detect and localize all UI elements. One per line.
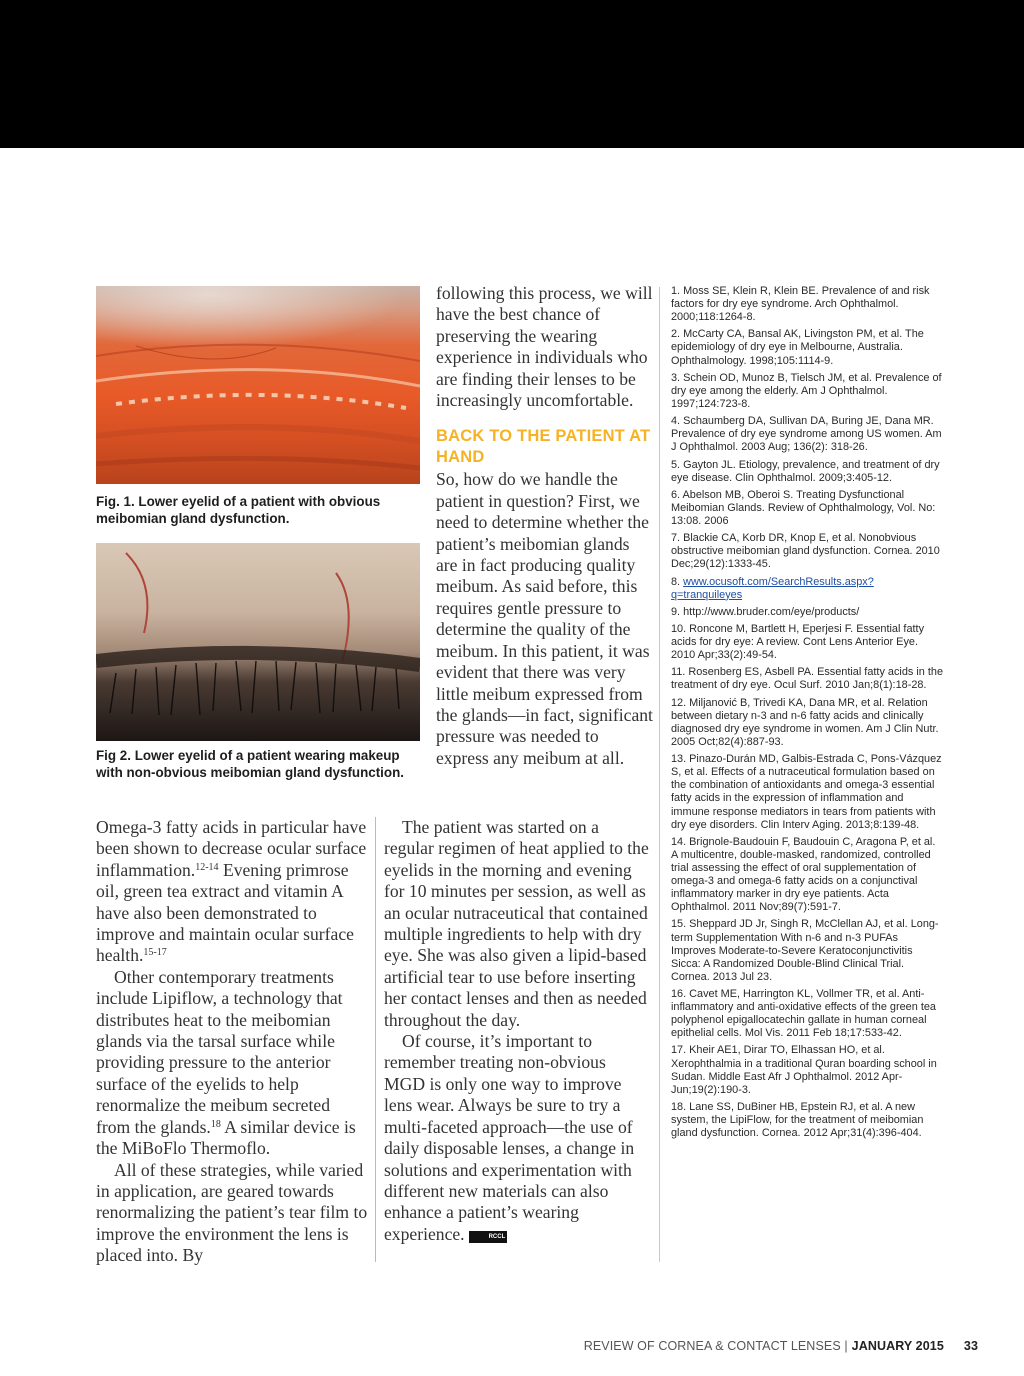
figure-1-caption: Fig. 1. Lower eyelid of a patient with obvious meibomian gland dysfunction.: [96, 494, 381, 526]
journal-name: REVIEW OF CORNEA & CONTACT LENSES |: [583, 1339, 848, 1353]
col1-paragraph-2: Other contemporary treatments include Lipiflow, a technology that distributes heat to the meibomian glands via the tarsal surface while providing pressure to the anterior surface of the eyelids to help renormalize the meibum secreted from the glands.$^{18}$ A similar device is the MiBoFlo Thermoflo.: [96, 966, 356, 1159]
col2-paragraph-3: The patient was started on a regular regimen of heat applied to the eyelids in the morning and evening for 10 minutes per session, as well as an ocular nutraceutical that contained multiple ingredients to help with dry eye. She was also given a lipid-based artificial tear to use before inserting her contact lenses and then as needed throughout the day.: [384, 817, 649, 1030]
figure-1-image: [96, 286, 420, 484]
column-divider: [375, 817, 376, 1262]
reference-item: 1. Moss SE, Klein R, Klein BE. Prevalence of and risk factors for dry eye syndrome. Arch Ophthalmol. 2000;118:1264-8.: [671, 285, 930, 324]
top-black-banner: [0, 0, 1024, 148]
col1-paragraph-1: Omega-3 fatty acids in particular have been shown to decrease ocular surface inflammation.$^{12-14}$ Evening primrose oil, green tea extract and vitamin A have also been demonstrated to improve and maintain ocular surface health.$^{15-17}$: [96, 817, 367, 966]
reference-item: 18. Lane SS, DuBiner HB, Epstein RJ, et al. A new system, the LipiFlow, for the treatment of meibomian gland dysfunction. Cornea. 2012 Apr;31(4):396-404.: [671, 1100, 924, 1140]
reference-item: 17. Kheir AE1, Dirar TO, Elhassan HO, et al. Xerophthalmia in a traditional Quran boarding school in Sudan. Middle East Afr J Ophthalmol. 2012 Apr-Jun;19(2):190-3.: [671, 1044, 937, 1096]
reference-item: 7. Blackie CA, Korb DR, Knop E, et al. Nonobvious obstructive meibomian gland dysfunction. Cornea. 2010 Dec;29(12):1333-45.: [671, 532, 940, 571]
citation-superscript: 15-17: [143, 947, 167, 959]
reference-item: 2. McCarty CA, Bansal AK, Livingston PM, et al. The epidemiology of dry eye in Melbourne, Australia. Ophthalmology. 1998;105:1114-9.: [671, 328, 924, 367]
figure-2-image: [96, 543, 420, 741]
references-list: [671, 285, 943, 1144]
page-number: 33: [963, 1339, 978, 1353]
reference-item: 6. Abelson MB, Oberoi S. Treating Dysfunctional Meibomian Glands. Review of Ophthalmology, Vol. No: 13:08. 2006: [671, 488, 936, 527]
reference-item: 14. Brignole-Baudouin F, Baudouin C, Aragona P, et al. A multicentre, double-masked, randomized, controlled trial assessing the effect of oral supplementation of omega-3 and omega-6 fatty acids on a conjunctival inflammatory marker in dry eye patients. Acta Ophthalmol. 2011 Nov;89(7):591-7.: [671, 835, 936, 914]
citation-superscript: 18: [210, 1118, 221, 1130]
figure-2-caption: Fig 2. Lower eyelid of a patient wearing makeup with non-obvious meibomian gland dysfunction.: [96, 748, 404, 780]
body-column-2-top: [436, 283, 654, 769]
col1-paragraph-3: All of these strategies, while varied in application, are geared towards renormalizing the patient’s tear film to improve the environment the lens is placed into. By: [96, 1159, 368, 1266]
reference-item: 9. http://www.bruder.com/eye/products/: [671, 605, 860, 618]
col2-paragraph-2: So, how do we handle the patient in question? First, we need to determine whether the patient’s meibomian glands are in fact producing quality meibum. As said before, this requires gentle pressure to determine the quality of the meibum. In this patient, it was evident that there was very little meibum expressed from the glands—in fact, significant pressure was needed to express any meibum at all.: [436, 469, 653, 768]
body-column-2-bottom: [384, 817, 650, 1245]
body-column-1: [96, 817, 368, 1267]
reference-item: 10. Roncone M, Bartlett H, Eperjesi F. Essential fatty acids for dry eye: A review. Cont Lens Anterior Eye. 2010 Apr;33(2):49-54.: [671, 623, 925, 662]
reference-item: 13. Pinazo-Durán MD, Galbis-Estrada C, Pons-Vázquez S, et al. Effects of a nutraceutical formulation based on the combination of antioxidants and omega-3 essential fatty acids in the expression of inflammation and immune response mediators in tears from patients with dry eye disorders. Clin Interv Aging. 2013;8:139-48.: [671, 753, 942, 831]
col2-paragraph-1: following this process, we will have the best chance of preserving the wearing experience in individuals who are finding their lenses to be increasingly uncomfortable.: [436, 283, 653, 411]
reference-item: 5. Gayton JL. Etiology, prevalence, and treatment of dry eye disease. Clin Ophthalmol. 2009;3:405-12.: [671, 458, 940, 484]
reference-item: 11. Rosenberg ES, Asbell PA. Essential fatty acids in the treatment of dry eye. Ocul Surf. 2010 Jan;8(1):18-28.: [671, 666, 944, 692]
references-divider: [659, 287, 660, 1262]
reference-item: 16. Cavet ME, Harrington KL, Vollmer TR, et al. Anti-inflammatory and anti-oxidative effects of the green tea polyphenol epigallocatechin gallate in human corneal epithelial cells. Mol Vis. 2011 Feb 18;17:533-42.: [671, 988, 936, 1040]
reference-item: 4. Schaumberg DA, Sullivan DA, Buring JE, Dana MR. Prevalence of dry eye syndrome among US women. Am J Ophthalmol. 2003 Aug; 136(2): 318-26.: [671, 415, 942, 454]
reference-item: 15. Sheppard JD Jr, Singh R, McClellan AJ, et al. Long-term Supplementation With n-6 and n-3 PUFAs Improves Moderate-to-Severe Keratoconjunctivitis Sicca: A Randomized Double-Blind Clinical Trial. Cornea. 2013 Jul 23.: [671, 918, 939, 983]
reference-item-8: 8. www.ocusoft.com/SearchResults.aspx?q=tranquileyes: [671, 575, 874, 601]
reference-link[interactable]: www.ocusoft.com/SearchResults.aspx?q=tranquileyes: [671, 575, 874, 601]
section-heading: BACK TO THE PATIENT AT HAND: [436, 427, 651, 467]
col2-paragraph-4: Of course, it’s important to remember treating non-obvious MGD is only one way to improve lens wear. Always be sure to try a multi-faceted approach—the use of daily disposable lenses, a change in solutions and experimentation with different new materials can also enhance a patient’s wearing experience. RCCL: [384, 1031, 635, 1244]
eyelid-photo-2: [96, 543, 420, 741]
reference-item: 12. Miljanović B, Trivedi KA, Dana MR, et al. Relation between dietary n-3 and n-6 fatty acids and clinically diagnosed dry eye syndrome in women. Am J Clin Nutr. 2005 Oct;82(4):887-93.: [671, 696, 939, 748]
eyelid-photo-1: [96, 286, 420, 484]
page-footer: [584, 1339, 978, 1353]
rccl-end-mark-icon: RCCL: [469, 1231, 508, 1243]
reference-item: 3. Schein OD, Munoz B, Tielsch JM, et al. Prevalence of dry eye among the elderly. Am J Ophthalmol. 1997;124:723-8.: [671, 371, 942, 410]
citation-superscript: 12-14: [195, 861, 219, 873]
issue-date: JANUARY 2015: [851, 1339, 944, 1353]
